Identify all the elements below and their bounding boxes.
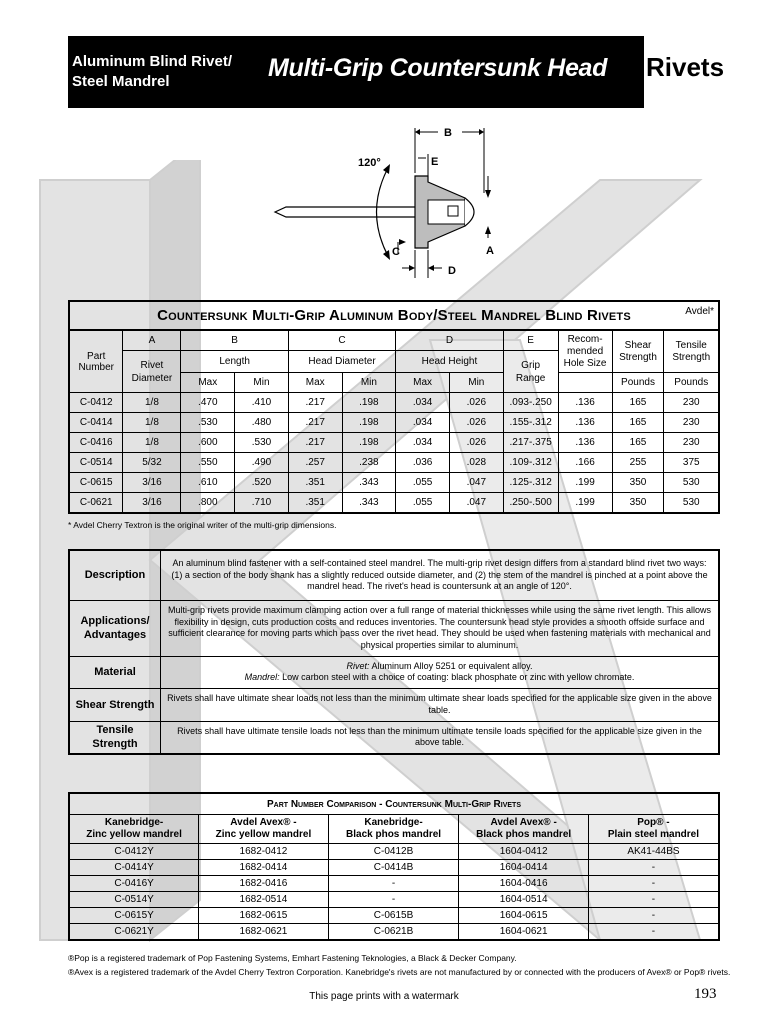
- spec-cell: .136: [558, 413, 612, 433]
- spec-cell: .055: [396, 493, 450, 514]
- comparison-cell: C-0514Y: [69, 892, 199, 908]
- comparison-cell: 1682-0514: [199, 892, 329, 908]
- comparison-header-row: [69, 815, 719, 844]
- spec-cell: .026: [449, 393, 503, 413]
- spec-cell: .800: [181, 493, 235, 514]
- comparison-header-cell: [328, 815, 459, 844]
- spec-cell: 165: [612, 393, 664, 413]
- material-rivet-value: Aluminum Alloy 5251 or equivalent alloy.: [371, 660, 533, 671]
- comparison-header-cell: [459, 815, 589, 844]
- spec-cell: C-0514: [69, 453, 123, 473]
- spec-cell: C-0414: [69, 413, 123, 433]
- comparison-header-line: Avdel Avex® -: [490, 817, 557, 828]
- comparison-cell: -: [588, 876, 719, 892]
- header-shear-pounds: Pounds: [612, 373, 664, 393]
- spec-footnote: * Avdel Cherry Textron is the original writer of the multi-grip dimensions.: [68, 520, 337, 530]
- spec-cell: .198: [342, 413, 396, 433]
- comparison-cell: 1682-0416: [199, 876, 329, 892]
- material-mandrel-value: Low carbon steel with a choice of coating: black phosphate or zinc with yellow chromate.: [282, 672, 635, 682]
- header-rivet-diameter: Rivet Diameter: [123, 351, 181, 393]
- comparison-cell: 1604-0416: [459, 876, 589, 892]
- spec-cell: .410: [235, 393, 289, 413]
- spec-cell: 230: [664, 393, 719, 413]
- material-rivet-label: Rivet:: [346, 660, 370, 671]
- header-head-diameter: Head Diameter: [288, 351, 395, 373]
- comparison-cell: 1604-0615: [459, 908, 589, 924]
- dimension-e-label: E: [431, 156, 439, 168]
- spec-cell: .036: [396, 453, 450, 473]
- material-label: Material: [69, 656, 161, 688]
- spec-cell: .155-.312: [503, 413, 558, 433]
- comparison-cell: 1604-0621: [459, 924, 589, 941]
- spec-cell: .217-.375: [503, 433, 558, 453]
- description-table: [68, 549, 720, 755]
- header-head-dia-min: Min: [342, 373, 396, 393]
- dimension-c-label: C: [392, 246, 400, 258]
- comparison-header-line: Plain steel mandrel: [607, 829, 700, 840]
- comparison-cell: C-0416Y: [69, 876, 199, 892]
- spec-cell: 1/8: [123, 413, 181, 433]
- spec-cell: .136: [558, 393, 612, 413]
- applications-label: Applications/ Advantages: [69, 600, 161, 656]
- category-label: Rivets: [646, 52, 725, 82]
- spec-cell: C-0416: [69, 433, 123, 453]
- spec-cell: .028: [449, 453, 503, 473]
- comparison-cell: -: [588, 924, 719, 941]
- spec-cell: .610: [181, 473, 235, 493]
- comparison-cell: C-0621Y: [69, 924, 199, 941]
- comparison-header-line: Kanebridge-: [104, 817, 164, 828]
- spec-cell: .250-.500: [503, 493, 558, 514]
- comparison-header-line: Avdel Avex® -: [230, 817, 297, 828]
- spec-cell: 230: [664, 413, 719, 433]
- spec-cell: .217: [288, 413, 342, 433]
- comparison-header-line: Black phos mandrel: [476, 829, 572, 840]
- mandrel-head: [448, 206, 458, 216]
- spec-cell: .600: [181, 433, 235, 453]
- material-mandrel-label: Mandrel:: [244, 672, 280, 682]
- header-bar: [68, 36, 644, 108]
- spec-cell: .026: [449, 413, 503, 433]
- spec-cell: 255: [612, 453, 664, 473]
- spec-cell: 375: [664, 453, 719, 473]
- header-col-b: B: [181, 330, 288, 351]
- tensile-text: Rivets shall have ultimate tensile loads not less than the minimum ultimate tensile loads specified for the applicable size given in the above table.: [161, 721, 720, 754]
- spec-cell: .217: [288, 393, 342, 413]
- header-subtitle: [72, 52, 232, 92]
- comparison-cell: C-0412Y: [69, 844, 199, 860]
- spec-cell: .480: [235, 413, 289, 433]
- spec-row: [69, 413, 719, 433]
- spec-table: [68, 300, 720, 514]
- comparison-cell: AK41-44BS: [588, 844, 719, 860]
- spec-cell: C-0412: [69, 393, 123, 413]
- description-table-container: [68, 549, 720, 755]
- spec-row: [69, 473, 719, 493]
- header-col-c: C: [288, 330, 395, 351]
- spec-cell: .034: [396, 433, 450, 453]
- spec-row: [69, 393, 719, 413]
- comparison-cell: 1604-0412: [459, 844, 589, 860]
- spec-cell: .257: [288, 453, 342, 473]
- watermark-note: This page prints with a watermark: [309, 991, 459, 1002]
- spec-cell: 1/8: [123, 433, 181, 453]
- comparison-cell: C-0615Y: [69, 908, 199, 924]
- rivet-diagram: [270, 118, 510, 283]
- comparison-cell: C-0621B: [328, 924, 459, 941]
- comparison-cell: -: [588, 860, 719, 876]
- material-rivet: [167, 661, 712, 673]
- trademark-pop: ®Pop is a registered trademark of Pop Fastening Systems, Emhart Fastening Teknologies, a Black & Decker Company.: [68, 953, 517, 963]
- spec-cell: 5/32: [123, 453, 181, 473]
- comparison-row: [69, 844, 719, 860]
- comparison-row: [69, 860, 719, 876]
- header-part-number: Part Number: [69, 330, 123, 393]
- spec-row: [69, 433, 719, 453]
- header-col-e: E: [503, 330, 558, 351]
- spec-cell: 350: [612, 493, 664, 514]
- comparison-table: [68, 792, 720, 941]
- comparison-cell: 1682-0621: [199, 924, 329, 941]
- header-length-min: Min: [235, 373, 289, 393]
- comparison-row: [69, 892, 719, 908]
- comparison-header-cell: [69, 815, 199, 844]
- shear-text: Rivets shall have ultimate shear loads not less than the minimum ultimate shear loads specified for the applicable size given in the above table.: [161, 688, 720, 721]
- description-label: Description: [69, 550, 161, 600]
- comparison-table-title: Part Number Comparison - Countersunk Multi-Grip Rivets: [69, 793, 719, 815]
- header-subtitle-line1: Aluminum Blind Rivet/: [72, 53, 233, 70]
- spec-cell: .710: [235, 493, 289, 514]
- spec-cell: 1/8: [123, 393, 181, 413]
- comparison-cell: C-0414B: [328, 860, 459, 876]
- spec-cell: .351: [288, 493, 342, 514]
- comparison-cell: C-0412B: [328, 844, 459, 860]
- spec-cell: .530: [181, 413, 235, 433]
- spec-cell: .198: [342, 393, 396, 413]
- comparison-cell: -: [328, 892, 459, 908]
- spec-cell: .093-.250: [503, 393, 558, 413]
- header-tensile-pounds: Pounds: [664, 373, 719, 393]
- page-title: Multi-Grip Countersunk Head: [268, 54, 608, 82]
- spec-cell: 3/16: [123, 473, 181, 493]
- spec-cell: .199: [558, 493, 612, 514]
- material-mandrel: [167, 672, 712, 684]
- header-head-dia-max: Max: [288, 373, 342, 393]
- description-text: An aluminum blind fastener with a self-contained steel mandrel. The multi-grip rivet design differs from a standard blind rivet two ways: (1) a section of the body shank has a slightly reduced outside diameter, and (2) the stem of the mandrel is pinched at a point above the mandrel head. The rivet's head is countersunk at an angle of 120°.: [161, 550, 720, 600]
- header-length-max: Max: [181, 373, 235, 393]
- spec-cell: .047: [449, 473, 503, 493]
- spec-cell: .034: [396, 413, 450, 433]
- spec-cell: .109-.312: [503, 453, 558, 473]
- spec-cell: .125-.312: [503, 473, 558, 493]
- trademark-avex: ®Avex is a registered trademark of the Avdel Cherry Textron Corporation. Kanebridge's rivets are not manufactured by or connected with the producers of Avex® or Pop® rivets.: [68, 967, 731, 977]
- spec-cell: C-0621: [69, 493, 123, 514]
- comparison-cell: -: [588, 892, 719, 908]
- spec-cell: .047: [449, 493, 503, 514]
- header-col-a: A: [123, 330, 181, 351]
- page-number: 193: [694, 986, 717, 1002]
- material-text: [161, 656, 720, 688]
- spec-cell: 230: [664, 433, 719, 453]
- header-col-d: D: [396, 330, 503, 351]
- header-subtitle-line2: Steel Mandrel: [72, 73, 170, 90]
- header-length: Length: [181, 351, 288, 373]
- spec-table-container: [68, 300, 720, 514]
- comparison-cell: -: [588, 908, 719, 924]
- header-shear: Shear Strength: [612, 330, 664, 373]
- dimension-b-label: B: [444, 127, 452, 139]
- spec-cell: .238: [342, 453, 396, 473]
- spec-table-title-cell: [69, 301, 719, 330]
- comparison-header-line: Black phos mandrel: [346, 829, 442, 840]
- comparison-cell: 1604-0514: [459, 892, 589, 908]
- spec-table-title: Countersunk Multi-Grip Aluminum Body/Steel Mandrel Blind Rivets: [157, 307, 631, 324]
- comparison-cell: C-0414Y: [69, 860, 199, 876]
- mandrel-stem: [275, 207, 420, 217]
- comparison-header-cell: [199, 815, 329, 844]
- header-hole-blank: [558, 373, 612, 393]
- spec-cell: 530: [664, 473, 719, 493]
- spec-cell: .217: [288, 433, 342, 453]
- spec-cell: .343: [342, 493, 396, 514]
- comparison-header-cell: [588, 815, 719, 844]
- spec-cell: 3/16: [123, 493, 181, 514]
- header-grip-range: Grip Range: [503, 351, 558, 393]
- spec-cell: 350: [612, 473, 664, 493]
- spec-cell: 165: [612, 433, 664, 453]
- dimension-d-label: D: [448, 265, 456, 277]
- spec-cell: .026: [449, 433, 503, 453]
- comparison-header-line: Kanebridge-: [364, 817, 423, 828]
- dimension-a-label: A: [486, 245, 494, 257]
- comparison-row: [69, 876, 719, 892]
- comparison-header-line: Zinc yellow mandrel: [86, 829, 182, 840]
- comparison-cell: 1682-0412: [199, 844, 329, 860]
- header-tensile: Tensile Strength: [664, 330, 719, 373]
- comparison-cell: C-0615B: [328, 908, 459, 924]
- spec-cell: .136: [558, 433, 612, 453]
- countersink-angle-label: 120°: [358, 157, 381, 169]
- shear-label: Shear Strength: [69, 688, 161, 721]
- spec-cell: 165: [612, 413, 664, 433]
- spec-cell: .343: [342, 473, 396, 493]
- spec-cell: .520: [235, 473, 289, 493]
- header-head-height: Head Height: [396, 351, 503, 373]
- header-head-ht-min: Min: [449, 373, 503, 393]
- spec-cell: .055: [396, 473, 450, 493]
- spec-cell: .490: [235, 453, 289, 473]
- spec-row: [69, 493, 719, 514]
- comparison-cell: 1682-0615: [199, 908, 329, 924]
- spec-cell: .198: [342, 433, 396, 453]
- spec-cell: .470: [181, 393, 235, 413]
- spec-cell: .351: [288, 473, 342, 493]
- comparison-cell: -: [328, 876, 459, 892]
- comparison-header-line: Pop® -: [637, 817, 670, 828]
- comparison-cell: 1682-0414: [199, 860, 329, 876]
- comparison-row: [69, 924, 719, 941]
- header-hole-size: Recom-mended Hole Size: [558, 330, 612, 373]
- spec-cell: 530: [664, 493, 719, 514]
- comparison-row: [69, 908, 719, 924]
- header-head-ht-max: Max: [396, 373, 450, 393]
- spec-cell: .199: [558, 473, 612, 493]
- tensile-label: Tensile Strength: [69, 721, 161, 754]
- comparison-table-container: [68, 792, 720, 941]
- comparison-header-line: Zinc yellow mandrel: [215, 829, 312, 840]
- spec-cell: C-0615: [69, 473, 123, 493]
- spec-cell: .166: [558, 453, 612, 473]
- spec-row: [69, 453, 719, 473]
- spec-cell: .034: [396, 393, 450, 413]
- comparison-cell: 1604-0414: [459, 860, 589, 876]
- spec-table-body: [69, 393, 719, 514]
- spec-cell: .530: [235, 433, 289, 453]
- comparison-table-body: [69, 844, 719, 941]
- spec-table-brand: Avdel*: [685, 306, 714, 317]
- applications-text: Multi-grip rivets provide maximum clamping action over a full range of material thicknesses while using the same rivet length. This allows flexibility in design, cuts production costs and reduces inventories. The countersunk head style provides a smooth offside surface and sufficient clearance for moving parts which pass over the rivet head. They should be used when fastening materials with mechanical and physical properties similar to aluminum.: [161, 600, 720, 656]
- spec-cell: .550: [181, 453, 235, 473]
